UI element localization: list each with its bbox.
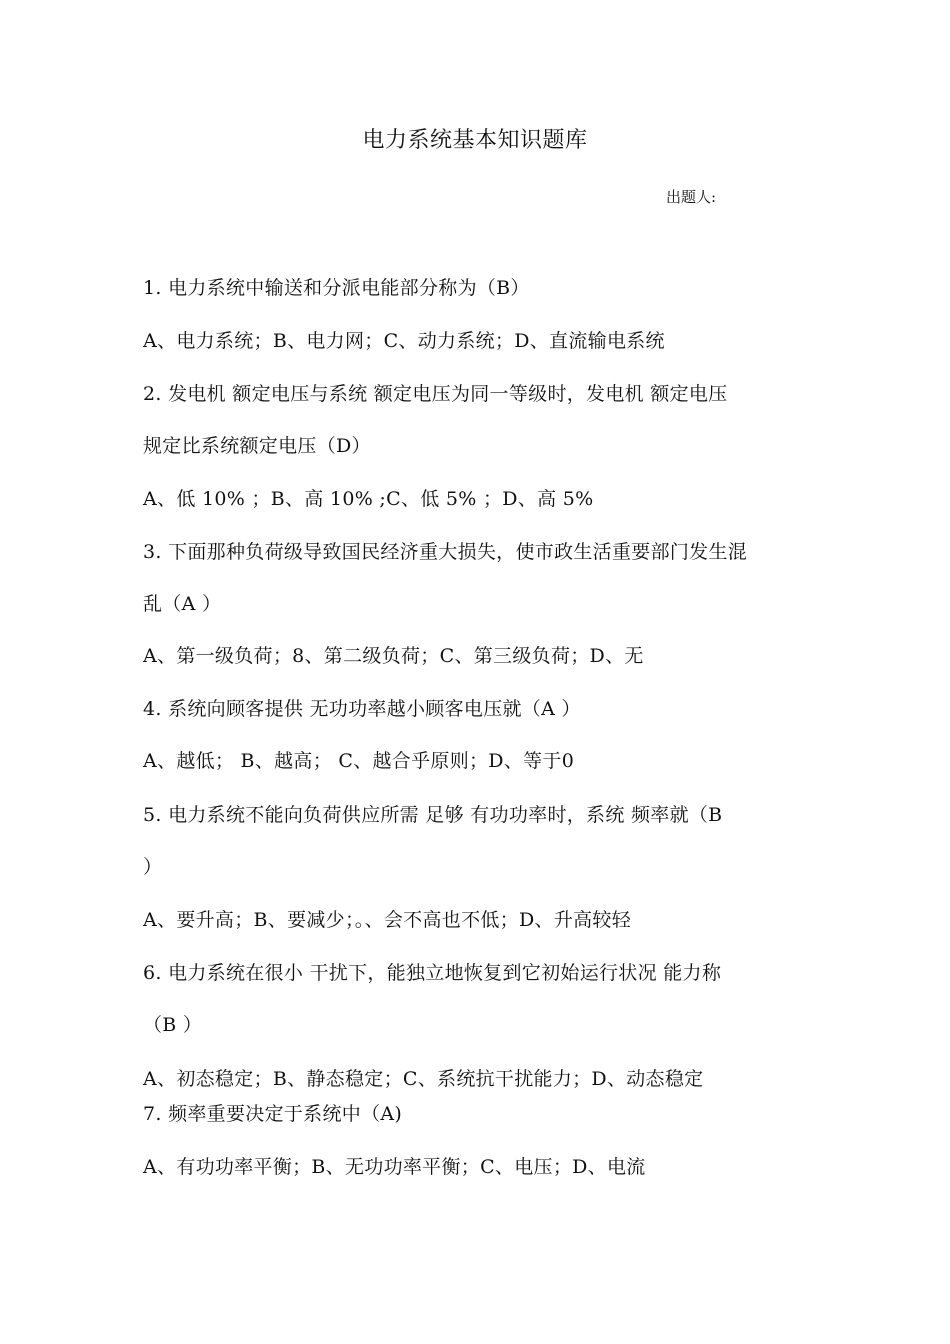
question-2-line-1: 2. 发电机 额定电压与系统 额定电压为同一等级时，发电机 额定电压	[143, 383, 728, 405]
question-2-options: A、低 10% ；B、高 10% ;C、低 5% ；D、高 5%	[143, 488, 594, 510]
question-1-options: A、电力系统；B、电力网；C、动力系统；D、直流输电系统	[143, 330, 665, 352]
question-4-options: A、越低； B、越高； C、越合乎原则；D、等于0	[143, 750, 575, 772]
question-7: 7. 频率重要决定于系统中（A)	[143, 1103, 403, 1125]
question-6-line-1: 6. 电力系统在很小 干扰下，能独立地恢复到它初始运行状况 能力称	[143, 962, 722, 984]
question-7-options: A、有功功率平衡；B、无功功率平衡；C、电压；D、电流	[143, 1156, 646, 1178]
question-1: 1. 电力系统中输送和分派电能部分称为（B）	[143, 277, 530, 299]
question-6-line-2: （B ）	[143, 1014, 203, 1036]
question-3-options: A、第一级负荷；8、第二级负荷；C、第三级负荷；D、无	[143, 645, 644, 667]
question-5-line-1: 5. 电力系统不能向负荷供应所需 足够 有功功率时，系统 频率就（B	[143, 804, 723, 826]
question-2-line-2: 规定比系统额定电压（D）	[143, 435, 371, 457]
question-5-options: A、要升高；B、要减少；。、会不高也不低；D、升高较轻	[143, 909, 632, 931]
question-4: 4. 系统向顾客提供 无功功率越小顾客电压就（A ）	[143, 698, 581, 720]
question-3-line-2: 乱（A ）	[143, 593, 222, 615]
document-title: 电力系统基本知识题库	[362, 128, 588, 153]
question-3-line-1: 3. 下面那种负荷级导致国民经济重大损失，使市政生活重要部门发生混	[143, 541, 748, 563]
question-6-options: A、初态稳定；B、静态稳定；C、系统抗干扰能力；D、动态稳定	[143, 1068, 704, 1090]
author-label: 出题人:	[666, 188, 717, 206]
question-5-line-2: ）	[143, 856, 163, 878]
